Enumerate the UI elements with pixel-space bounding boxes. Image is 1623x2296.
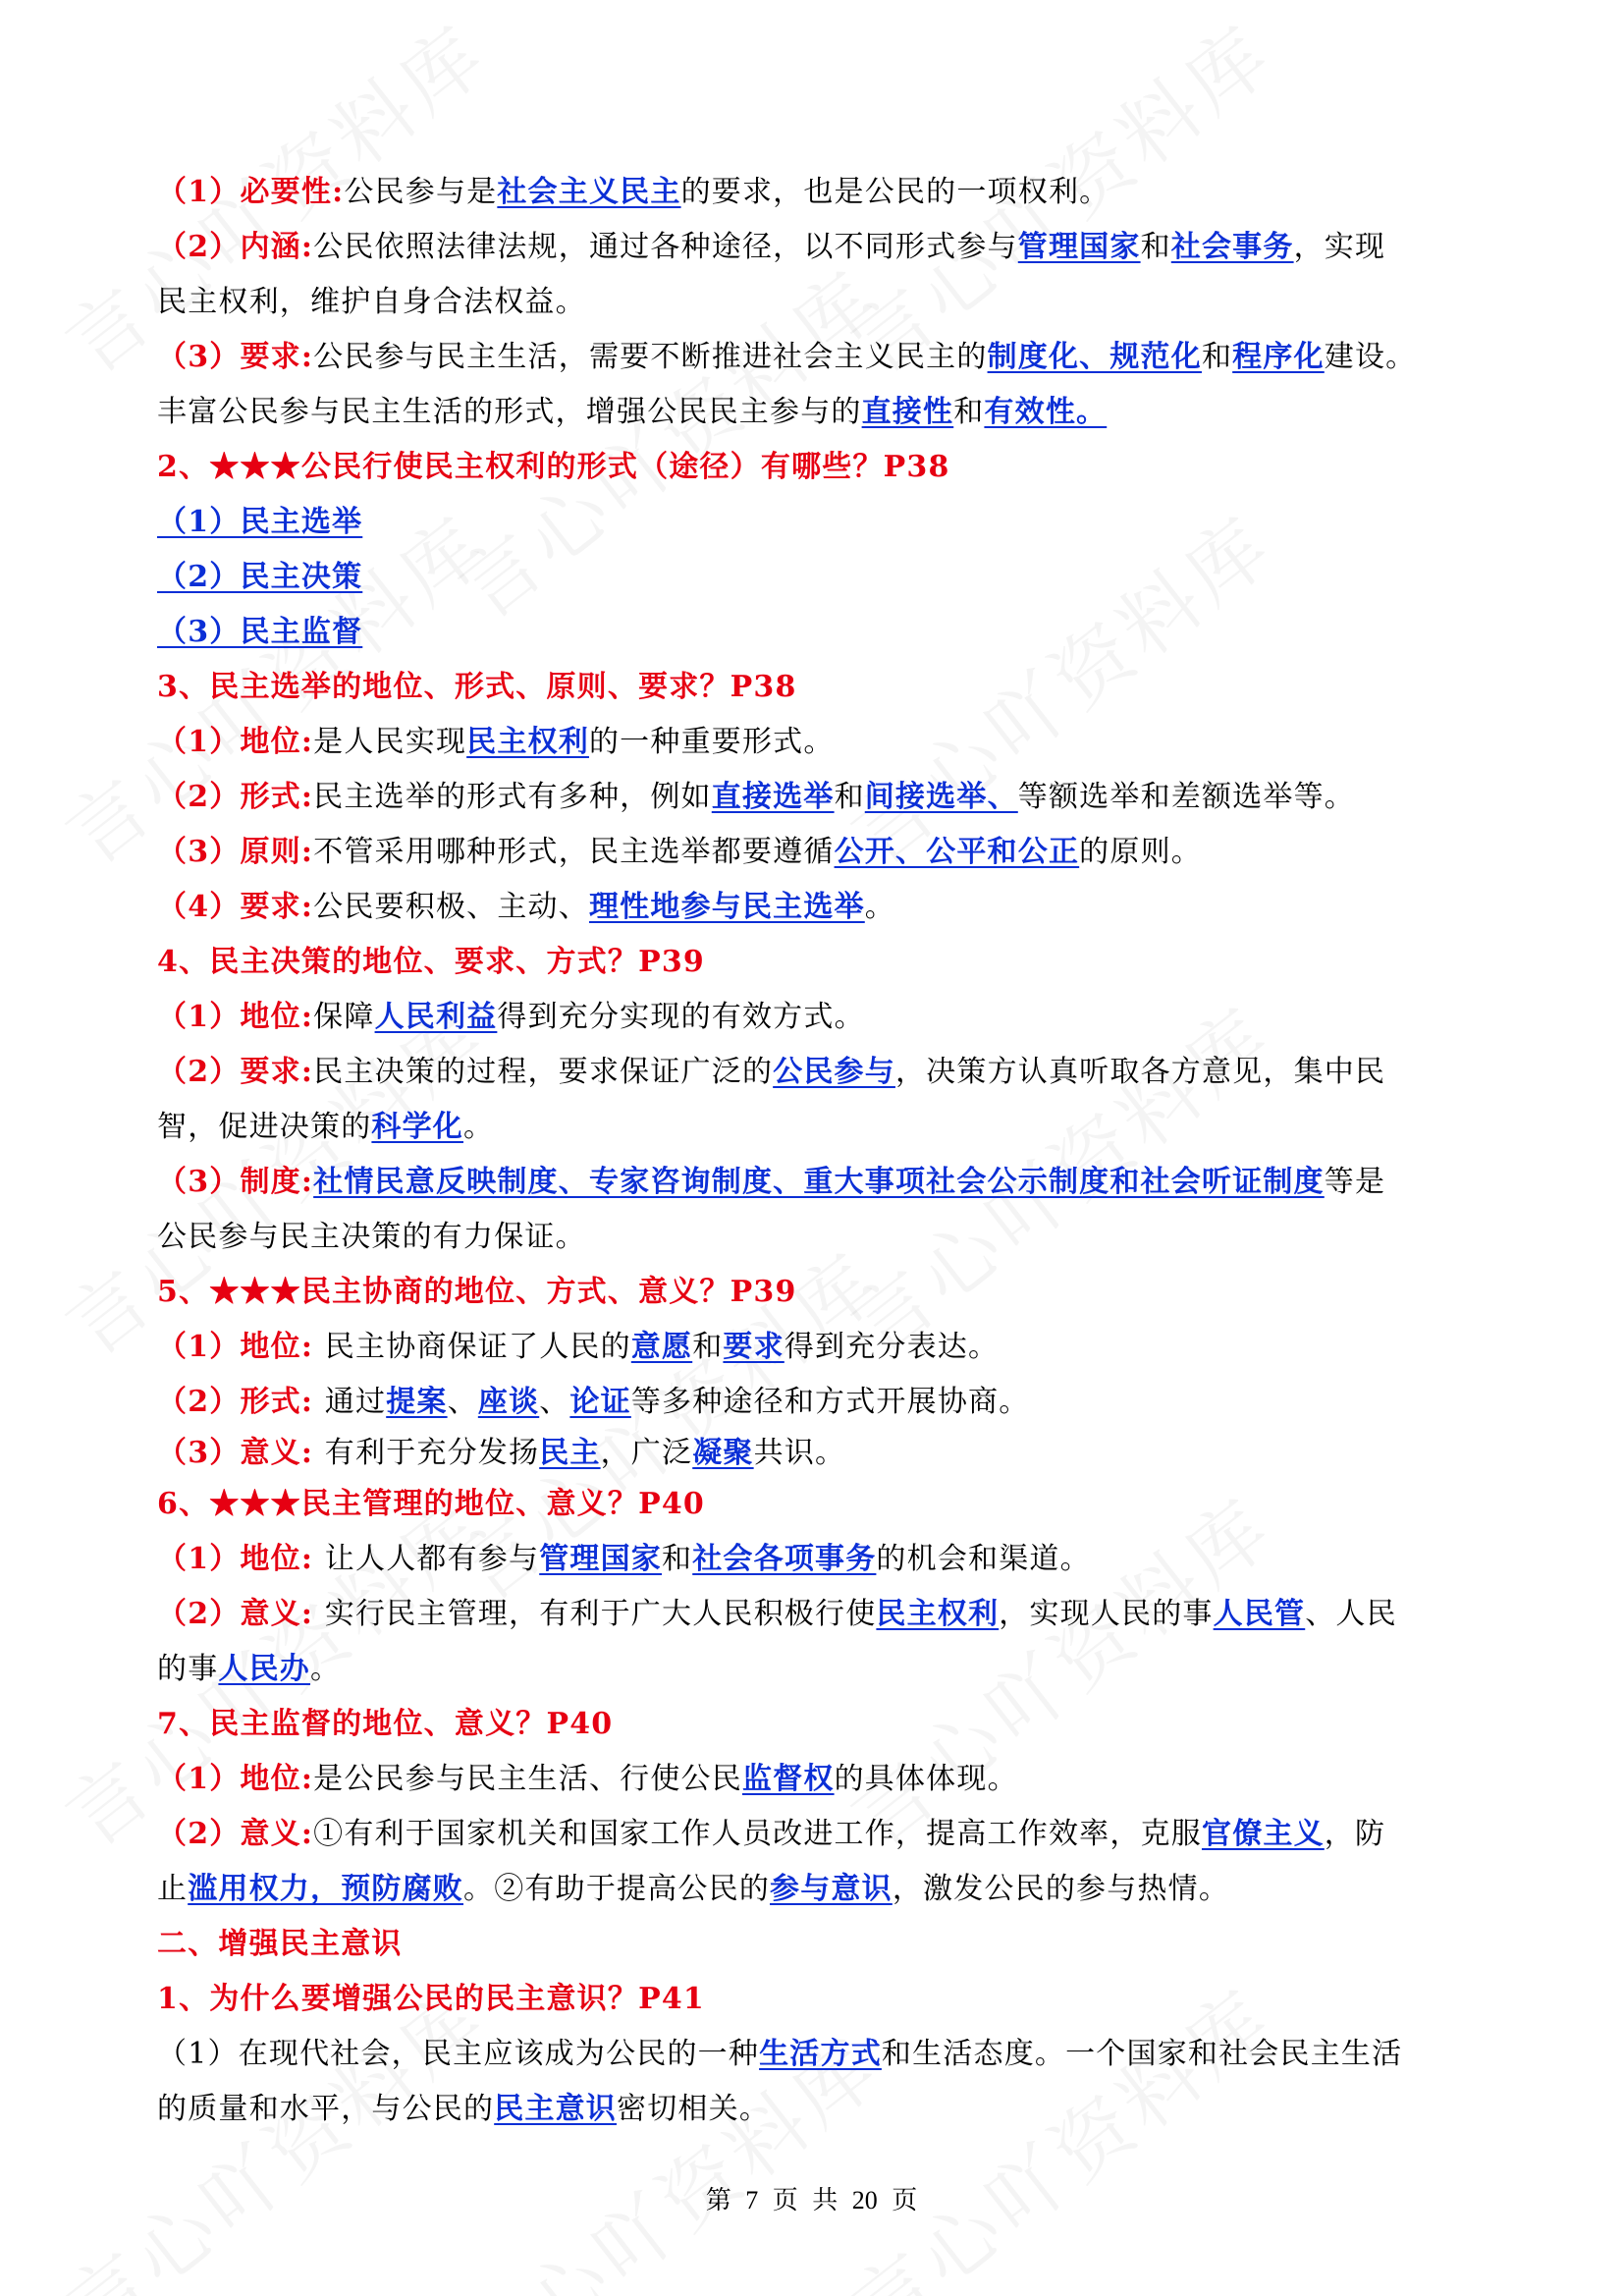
keyword-highlight: 管理国家 [1017, 230, 1141, 264]
text-line [157, 825, 1473, 880]
keyword-highlight: 管理国家 [539, 1542, 663, 1576]
section-heading [157, 1477, 1473, 1532]
body-text: 和 [1201, 340, 1233, 374]
heading-text: 4、民主决策的地位、要求、方式？P39 [157, 945, 705, 979]
section-heading [157, 1972, 1473, 2027]
heading-text: 1、为什么要增强公民的民主意识？P41 [157, 1982, 705, 2016]
keyword-highlight: 人民利益 [374, 1000, 498, 1034]
keyword-highlight: 有效性。 [984, 395, 1108, 429]
keyword-highlight: 民主权利 [876, 1597, 1000, 1631]
body-text: 止 [157, 1872, 189, 1906]
keyword-highlight: 社会主义民主 [497, 175, 681, 209]
body-text: 、人民 [1305, 1597, 1397, 1631]
body-text: 共识。 [753, 1436, 846, 1470]
text-line [157, 770, 1473, 825]
keyword-highlight: 参与意识 [770, 1872, 893, 1906]
section-heading [157, 935, 1473, 990]
text-line [157, 330, 1473, 385]
keyword-highlight: 提案 [386, 1385, 448, 1419]
text-line [157, 1375, 1473, 1430]
item-label: （2）内涵: [157, 230, 314, 264]
text-line [157, 1862, 1473, 1917]
body-text: （1）在现代社会，民主应该成为公民的一种 [157, 2037, 760, 2071]
heading-text: 6、★★★民主管理的地位、意义？P40 [157, 1487, 705, 1521]
body-text: 的要求，也是公民的一项权利。 [680, 175, 1110, 209]
heading-text: 3、民主选举的地位、形式、原则、要求？P38 [157, 670, 797, 704]
text-line [157, 1807, 1473, 1862]
keyword-highlight: 民主 [539, 1436, 601, 1470]
body-text: 。 [310, 1652, 342, 1686]
body-text: 不管采用哪种形式，民主选举都要遵循 [313, 835, 835, 869]
body-text: 公民依照法律法规，通过各种途径，以不同形式参与 [313, 230, 1018, 264]
text-line [157, 990, 1473, 1045]
body-text: 是人民实现 [313, 725, 467, 759]
body-text: 公民参与民主决策的有力保证。 [157, 1220, 586, 1254]
keyword-highlight: 滥用权力，预防腐败 [188, 1872, 464, 1906]
keyword-highlight: 生活方式 [759, 2037, 882, 2071]
item-label: （3）制度: [157, 1165, 314, 1199]
body-text: 是公民参与民主生活、行使公民 [313, 1762, 742, 1796]
item-label: （1）地位: [157, 1542, 325, 1576]
text-line [157, 1587, 1473, 1642]
keyword-highlight: 民主意识 [494, 2092, 618, 2126]
body-text: 公民要积极、主动、 [313, 890, 589, 924]
keyword-highlight: 人民办 [218, 1652, 311, 1686]
text-line [157, 2082, 1473, 2137]
item-label: （3）原则: [157, 835, 314, 869]
item-label: （3）意义: [157, 1436, 325, 1470]
item-label: （1）地位: [157, 1000, 314, 1034]
keyword-highlight: 要求 [723, 1330, 784, 1364]
body-text: 和 [1140, 230, 1171, 264]
body-text: ①有利于国家机关和国家工作人员改进工作，提高工作效率，克服 [313, 1817, 1202, 1851]
body-text: 民主选举的形式有多种，例如 [313, 780, 712, 814]
text-line [157, 1642, 1473, 1697]
keyword-highlight: 理性地参与民主选举 [588, 890, 865, 924]
keyword-highlight: 公开、公平和公正 [834, 835, 1080, 869]
keyword-highlight: 社会各项事务 [692, 1542, 877, 1576]
body-text: 得到充分表达。 [784, 1330, 1000, 1364]
keyword-highlight: （3）民主监督 [157, 615, 363, 649]
section-heading [157, 1917, 1473, 1972]
body-text: 的事 [157, 1652, 219, 1686]
body-text: ，广泛 [600, 1436, 693, 1470]
body-text: ，实现人民的事 [999, 1597, 1214, 1631]
keyword-highlight: （1）民主选举 [157, 505, 363, 539]
body-text: ，激发公民的参与热情。 [892, 1872, 1230, 1906]
keyword-highlight: 座谈 [477, 1385, 540, 1419]
body-text: 密切相关。 [617, 2092, 771, 2126]
keyword-highlight: 制度化、规范化 [987, 340, 1202, 374]
item-label: （2）形式: [157, 1385, 325, 1419]
item-label: （2）意义: [157, 1597, 325, 1631]
keyword-highlight: 意愿 [630, 1330, 693, 1364]
body-text: 和 [834, 780, 865, 814]
body-text: 保障 [313, 1000, 375, 1034]
item-label: （1）必要性: [157, 175, 345, 209]
section-heading [157, 660, 1473, 715]
body-text: 让人人都有参与 [324, 1542, 540, 1576]
item-label: （1）地位: [157, 725, 314, 759]
keyword-highlight: 科学化 [371, 1110, 464, 1144]
body-text: 。 [864, 890, 895, 924]
text-line [157, 275, 1473, 330]
text-line [157, 1100, 1473, 1155]
item-label: （1）地位: [157, 1762, 314, 1796]
body-text: ，实现 [1293, 230, 1386, 264]
keyword-highlight: 公民参与 [773, 1055, 895, 1089]
text-line [157, 1430, 1473, 1477]
body-text: 公民参与民主生活，需要不断推进社会主义民主的 [313, 340, 988, 374]
keyword-highlight: 论证 [569, 1385, 631, 1419]
body-text: 等是 [1324, 1165, 1386, 1199]
heading-text: 2、★★★公民行使民主权利的形式（途径）有哪些？P38 [157, 450, 950, 484]
keyword-highlight: 民主权利 [466, 725, 589, 759]
body-text: 。 [463, 1110, 495, 1144]
body-text: 和 [953, 395, 985, 429]
item-label: （2）形式: [157, 780, 314, 814]
item-label: （1）地位: [157, 1330, 325, 1364]
body-text: 和 [662, 1542, 693, 1576]
keyword-highlight: 程序化 [1232, 340, 1325, 374]
body-text: 和 [692, 1330, 724, 1364]
text-line [157, 495, 1473, 550]
body-text: 和生活态度。一个国家和社会民主生活 [881, 2037, 1403, 2071]
item-label: （3）要求: [157, 340, 314, 374]
body-text: 的原则。 [1079, 835, 1202, 869]
keyword-highlight: 社情民意反映制度、专家咨询制度、重大事项社会公示制度和社会听证制度 [313, 1165, 1325, 1199]
item-label: （4）要求: [157, 890, 314, 924]
body-text: 有利于充分发扬 [324, 1436, 540, 1470]
body-text: ，决策方认真听取各方意见，集中民 [894, 1055, 1386, 1089]
body-text: 建设。 [1324, 340, 1417, 374]
text-line [157, 550, 1473, 605]
body-text: 的一种重要形式。 [588, 725, 835, 759]
body-text: 民主协商保证了人民的 [324, 1330, 631, 1364]
text-line [157, 715, 1473, 770]
body-text: 得到充分实现的有效方式。 [497, 1000, 865, 1034]
text-line [157, 1210, 1473, 1265]
heading-text: 5、★★★民主协商的地位、方式、意义？P39 [157, 1275, 797, 1309]
body-text: 等额选举和差额选举等。 [1017, 780, 1355, 814]
text-line [157, 1320, 1473, 1375]
section-heading [157, 1265, 1473, 1320]
body-text: 、 [447, 1385, 478, 1419]
body-text: 智，促进决策的 [157, 1110, 372, 1144]
item-label: （2）意义: [157, 1817, 314, 1851]
page-footer: 第 7 页 共 20 页 [705, 2186, 918, 2214]
keyword-highlight: 间接选举、 [864, 780, 1018, 814]
keyword-highlight: 人民管 [1213, 1597, 1306, 1631]
body-text: 丰富公民参与民主生活的形式，增强公民民主参与的 [157, 395, 862, 429]
section-heading [157, 1697, 1473, 1752]
text-line [157, 605, 1473, 660]
body-text: 通过 [324, 1385, 387, 1419]
text-line [157, 1045, 1473, 1100]
document-page [157, 165, 1473, 2137]
text-line [157, 2027, 1473, 2082]
body-text: 等多种途径和方式开展协商。 [630, 1385, 1030, 1419]
keyword-highlight: 直接性 [861, 395, 954, 429]
text-line [157, 1155, 1473, 1210]
text-line [157, 1532, 1473, 1587]
text-line [157, 165, 1473, 220]
text-line [157, 880, 1473, 935]
body-text: 公民参与是 [344, 175, 498, 209]
body-text: 。②有助于提高公民的 [463, 1872, 771, 1906]
keyword-highlight: 官僚主义 [1201, 1817, 1325, 1851]
body-text: 实行民主管理，有利于广大人民积极行使 [324, 1597, 877, 1631]
heading-text: 二、增强民主意识 [157, 1927, 403, 1961]
body-text: ，防 [1324, 1817, 1386, 1851]
body-text: 民主权利，维护自身合法权益。 [157, 285, 586, 319]
body-text: 民主决策的过程，要求保证广泛的 [313, 1055, 774, 1089]
keyword-highlight: 直接选举 [711, 780, 835, 814]
body-text: 、 [539, 1385, 570, 1419]
heading-text: 7、民主监督的地位、意义？P40 [157, 1707, 614, 1741]
body-text: 的具体体现。 [834, 1762, 1018, 1796]
body-text: 的机会和渠道。 [876, 1542, 1091, 1576]
keyword-highlight: 社会事务 [1170, 230, 1294, 264]
keyword-highlight: （2）民主决策 [157, 560, 363, 594]
text-line [157, 1752, 1473, 1807]
body-text: 的质量和水平，与公民的 [157, 2092, 495, 2126]
keyword-highlight: 监督权 [741, 1762, 835, 1796]
keyword-highlight: 凝聚 [692, 1436, 754, 1470]
item-label: （2）要求: [157, 1055, 314, 1089]
text-line [157, 220, 1473, 275]
text-line [157, 385, 1473, 440]
section-heading [157, 440, 1473, 495]
